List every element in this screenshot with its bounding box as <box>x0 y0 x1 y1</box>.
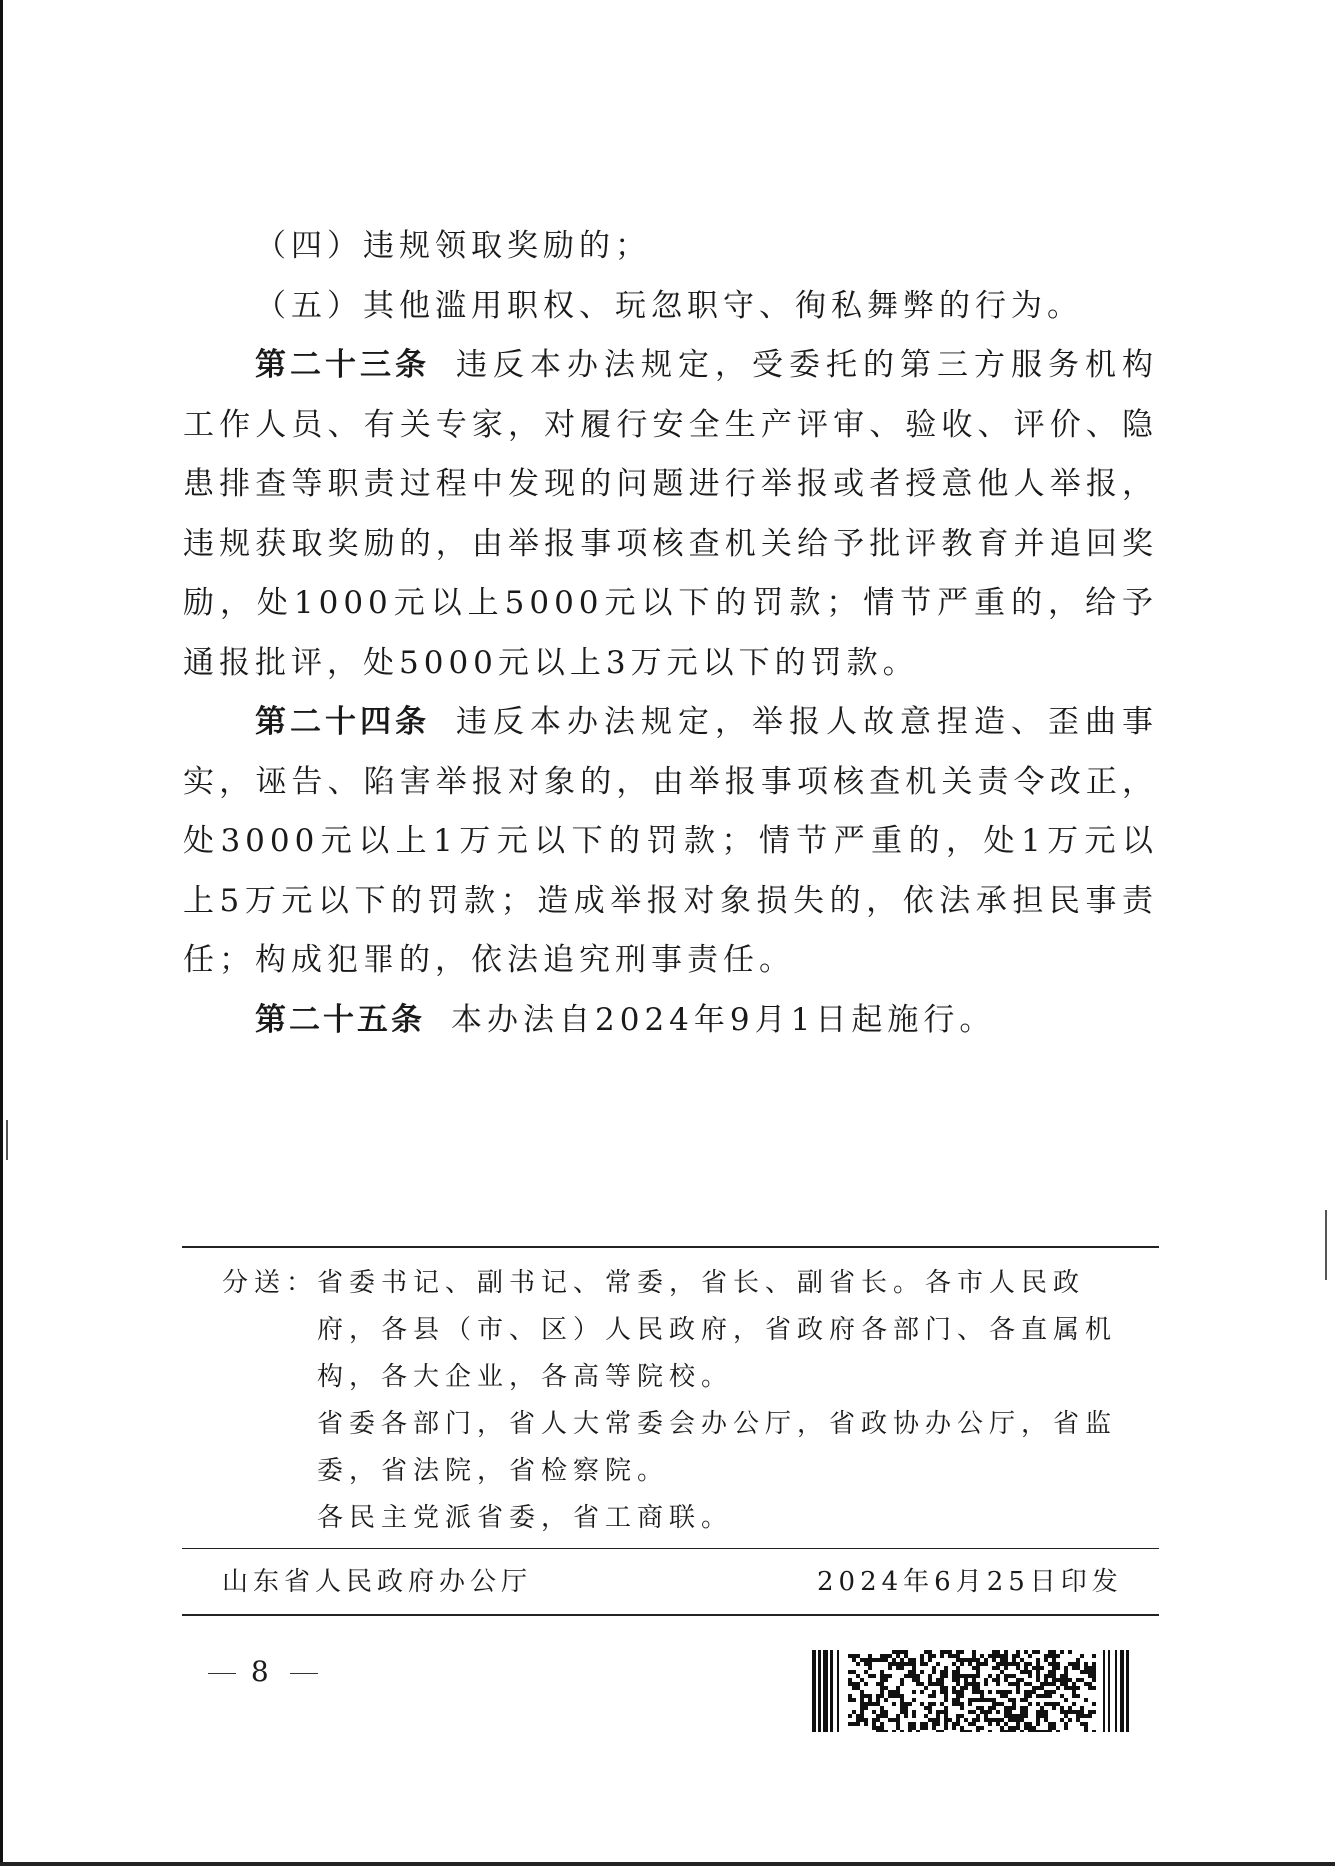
page-number-value: 8 <box>250 1655 275 1688</box>
scan-mark-right <box>1325 1210 1327 1280</box>
article-25-number: 第二十五条 <box>255 1001 425 1038</box>
issue-date: 2024年6月25日印发 <box>817 1567 1123 1597</box>
distribution-block-1: 省委书记、副书记、常委，省长、副省长。各市人民政府，各县（市、区）人民政府，省政府各部门、各直属机构，各大企业，各高等院校。 <box>317 1268 1118 1392</box>
scan-edge-bottom <box>0 1862 1335 1866</box>
document-barcode <box>812 1650 1129 1732</box>
article-23-number: 第二十三条 <box>255 347 430 383</box>
article-24 <box>183 693 1158 991</box>
page-number <box>208 1655 318 1688</box>
issuer: 山东省人民政府办公厅 <box>222 1567 533 1597</box>
scan-mark <box>6 1120 8 1160</box>
document-body <box>183 217 1158 1050</box>
article-23 <box>183 336 1158 693</box>
article-23-text: 违反本办法规定，受委托的第三方服务机构工作人员、有关专家，对履行安全生产评审、验收、评价、隐患排查等职责过程中发现的问题进行举报或者授意他人举报，违规获取奖励的，由举报事项核查机关给予批评教育并追回奖励，处1000元以上5000元以下的罚款；情节严重的，给予通报批评，处5000元以上3万元以下的罚款。 <box>183 347 1158 681</box>
clause-item-4: （四）违规领取奖励的； <box>255 228 651 264</box>
article-24-text: 违反本办法规定，举报人故意捏造、歪曲事实，诬告、陷害举报对象的，由举报事项核查机关责令改正，处3000元以上1万元以下的罚款；情节严重的，处1万元以上5万元以下的罚款；造成举报对象损失的，依法承担民事责任；构成犯罪的，依法追究刑事责任。 <box>183 704 1158 978</box>
scan-edge-left <box>0 0 3 1866</box>
article-25 <box>183 991 1158 1051</box>
divider-bottom <box>182 1614 1159 1616</box>
distribution-block-2: 省委各部门，省人大常委会办公厅，省政协办公厅，省监委，省法院，省检察院。 <box>317 1409 1118 1486</box>
divider-middle <box>182 1548 1159 1549</box>
distribution-block-3: 各民主党派省委，省工商联。 <box>317 1503 734 1533</box>
article-24-number: 第二十四条 <box>255 704 430 740</box>
distribution-label: 分送： <box>222 1268 319 1298</box>
article-25-text: 本办法自2024年9月1日起施行。 <box>451 1001 996 1038</box>
divider-top <box>182 1246 1159 1248</box>
clause-item-5: （五）其他滥用职权、玩忽职守、徇私舞弊的行为。 <box>255 287 1083 324</box>
